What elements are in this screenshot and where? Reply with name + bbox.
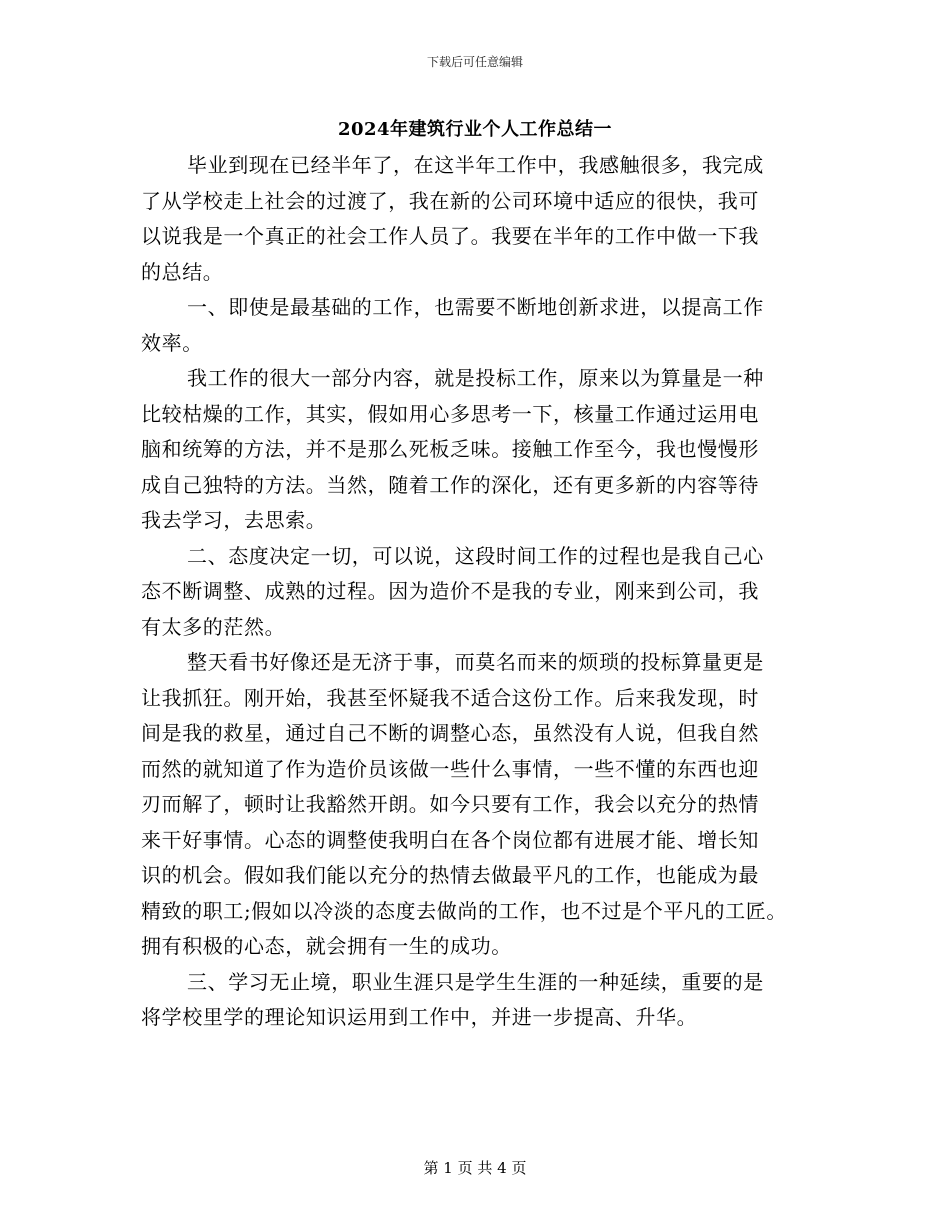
paragraph-line: 间是我的救星，通过自己不断的调整心态，虽然没有人说，但我自然 xyxy=(141,721,759,745)
paragraph-line: 三、学习无止境，职业生涯只是学生生涯的一种延续，重要的是 xyxy=(187,969,764,994)
paragraph-line: 而然的就知道了作为造价员该做一些什么事情，一些不懂的东西也迎 xyxy=(141,756,759,781)
paragraph-line: 整天看书好像还是无济于事，而莫名而来的烦琐的投标算量更是 xyxy=(187,650,764,674)
paragraph-line: 毕业到现在已经半年了，在这半年工作中，我感触很多，我完成 xyxy=(187,153,764,177)
paragraph-line: 拥有积极的心态，就会拥有一生的成功。 xyxy=(141,934,512,958)
paragraph-line: 态不断调整、成熟的过程。因为造价不是我的专业，刚来到公司，我 xyxy=(141,579,759,603)
paragraph-line: 我去学习，去思索。 xyxy=(141,508,327,532)
paragraph-line: 成自己独特的方法。当然，随着工作的深化，还有更多新的内容等待 xyxy=(141,472,759,497)
page-number-footer: 第 1 页 共 4 页 xyxy=(423,1159,527,1177)
paragraph-line: 我工作的很大一部分内容，就是投标工作，原来以为算量是一种 xyxy=(187,366,764,390)
paragraph-line: 脑和统筹的方法，并不是那么死板乏味。接触工作至今，我也慢慢形 xyxy=(141,437,759,461)
paragraph-line: 一、即使是最基础的工作，也需要不断地创新求进，以提高工作 xyxy=(187,295,764,319)
paragraph-line: 有太多的茫然。 xyxy=(141,614,286,639)
document-title: 2024年建筑行业个人工作总结一 xyxy=(337,119,613,140)
paragraph-line: 的总结。 xyxy=(141,259,224,284)
paragraph-line: 让我抓狂。刚开始，我甚至怀疑我不适合这份工作。后来我发现，时 xyxy=(141,685,759,710)
paragraph-line: 精致的职工;假如以冷淡的态度去做尚的工作，也不过是个平凡的工匠。 xyxy=(141,898,787,923)
paragraph-line: 将学校里学的理论知识运用到工作中，并进一步提高、升华。 xyxy=(141,1005,698,1029)
paragraph-line: 以说我是一个真正的社会工作人员了。我要在半年的工作中做一下我 xyxy=(141,224,759,248)
paragraph-line: 刃而解了，顿时让我豁然开朗。如今只要有工作，我会以充分的热情 xyxy=(141,792,759,816)
paragraph-line: 二、态度决定一切，可以说，这段时间工作的过程也是我自己心 xyxy=(187,543,764,568)
paragraph-line: 效率。 xyxy=(141,330,203,355)
paragraph-line: 了从学校走上社会的过渡了，我在新的公司环境中适应的很快，我可 xyxy=(141,188,759,213)
document-body xyxy=(141,148,809,1036)
paragraph-line: 比较枯燥的工作，其实，假如用心多思考一下，核量工作通过运用电 xyxy=(141,401,759,426)
header-note: 下载后可任意编辑 xyxy=(426,55,523,69)
paragraph-line: 来干好事情。心态的调整使我明白在各个岗位都有进展才能、增长知 xyxy=(141,827,759,852)
paragraph-line: 识的机会。假如我们能以充分的热情去做最平凡的工作，也能成为最 xyxy=(141,863,759,887)
